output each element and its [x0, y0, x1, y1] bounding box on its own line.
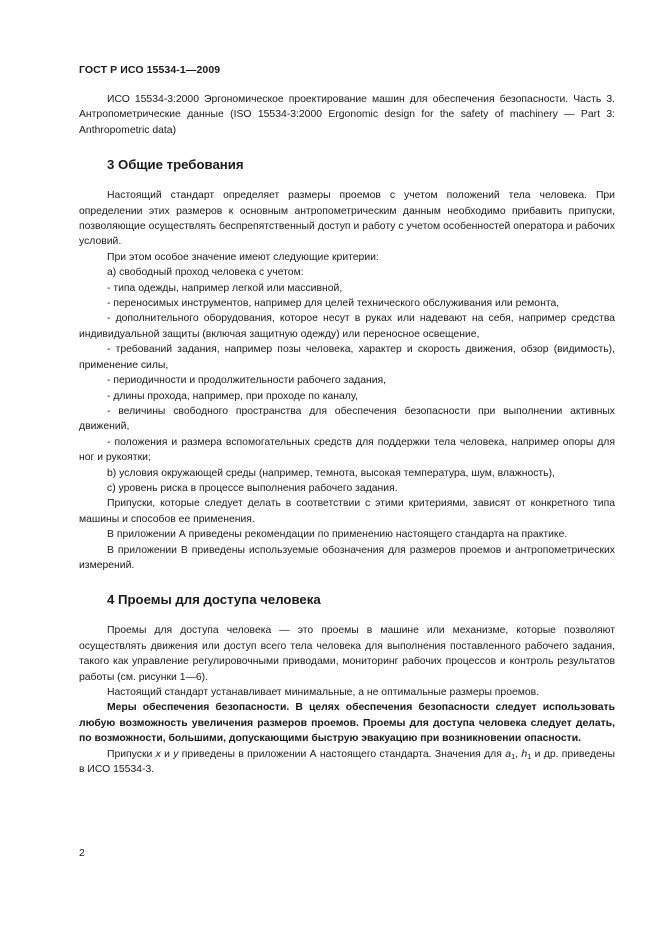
document-header: ГОСТ Р ИСО 15534-1—2009 — [79, 64, 221, 76]
section-3-title: 3 Общие требования — [107, 157, 244, 173]
text-run: и др. приведены в ИСО 15534-3. — [79, 748, 616, 776]
section-4-paragraph-4 — [79, 747, 615, 778]
section-3-paragraph-4: В приложении А приведены рекомендации по применению настоящего стандарта на практике. — [107, 529, 568, 541]
section-3-paragraph-1: Настоящий стандарт определяет размеры проемов с учетом положений тела человека. При определении этих размеров к основным антропометрическим данным необходимо прибавить припуски, позволяющие осуществлять беспрепятственный доступ и работу с учетом особенностей оператора и рабочих условий. — [79, 190, 615, 248]
section-3-paragraph-3: Припуски, которые следует делать в соответствии с этими критериями, зависят от конкретного типа машины и способов ее применения. — [79, 498, 615, 525]
symbol-y: y — [173, 748, 179, 760]
list-item: - периодичности и продолжительности рабочего задания, — [107, 375, 387, 387]
list-item: - положения и размера вспомогательных средств для поддержки тела человека, например опоры для ног и рукоятки; — [79, 436, 615, 464]
text-run: и — [160, 748, 174, 760]
page-number: 2 — [79, 848, 85, 859]
list-item: c) уровень риска в процессе выполнения рабочего задания. — [107, 482, 398, 494]
section-3-paragraph-2: При этом особое значение имеют следующие критерии: — [107, 251, 379, 263]
section-4-paragraph-2: Настоящий стандарт устанавливает минимальные, а не оптимальные размеры проемов. — [107, 687, 540, 698]
subscript: 1 — [527, 751, 532, 761]
list-item: b) условия окружающей среды (например, темнота, высокая температура, шум, влажность), — [107, 467, 555, 479]
text-run: приведены в приложении А настоящего стандарта. Значения для — [178, 748, 506, 760]
list-item: - дополнительного оборудования, которое несут в руках или надевают на себя, например средства индивидуальной защиты (включая защитную одежду) или переносное освещение, — [79, 313, 615, 340]
reference-paragraph: ИСО 15534-3:2000 Эргономическое проектирование машин для обеспечения безопасности. Часть 3. Антропометрические данные (ISO 15534-3:2000 Ergonomic design for the safety of machinery — Part 3: Anthropometric data) — [79, 94, 615, 136]
section-4-title: 4 Проемы для доступа человека — [107, 592, 321, 608]
subscript: 1 — [510, 751, 516, 761]
section-4-paragraph-1: Проемы для доступа человека — это проемы в машине или механизме, которые позволяют осуществлять движения или доступ всего тела человека для выполнения поставленного рабочего задания, такого как управление регулировочными приводами, мониторинг рабочих процессов и контроль результатов работы (см. рисунки 1—6). — [79, 625, 615, 683]
list-item: - требований задания, например позы человека, характер и скорость движения, обзор (видимость), применение силы, — [79, 344, 615, 371]
symbol-x: x — [155, 748, 161, 760]
text-run: , — [515, 748, 522, 760]
list-item: - длины прохода, например, при проходе по каналу, — [107, 390, 358, 402]
list-item: - величины свободного пространства для обеспечения безопасности при выполнении активных движений, — [79, 405, 615, 433]
document-body — [79, 92, 615, 777]
symbol-h: h — [521, 748, 528, 760]
section-3-paragraph-5: В приложении В приведены используемые обозначения для размеров проемов и антропометрических измерений. — [79, 544, 615, 571]
safety-measures-paragraph: Меры обеспечения безопасности. В целях обеспечения безопасности следует использовать любую возможность увеличения размеров проемов. Проемы для доступа человека следует делать, по возможности, большими, допускающими быструю эвакуацию при возникновении опасности. — [79, 702, 615, 745]
text-run: Припуски — [107, 748, 156, 760]
list-item: а) свободный проход человека с учетом: — [107, 267, 304, 279]
symbol-a: a — [505, 748, 511, 760]
list-item: - переносимых инструментов, например для целей технического обслуживания или ремонта, — [107, 298, 560, 310]
list-item: - типа одежды, например легкой или массивной, — [107, 282, 343, 294]
